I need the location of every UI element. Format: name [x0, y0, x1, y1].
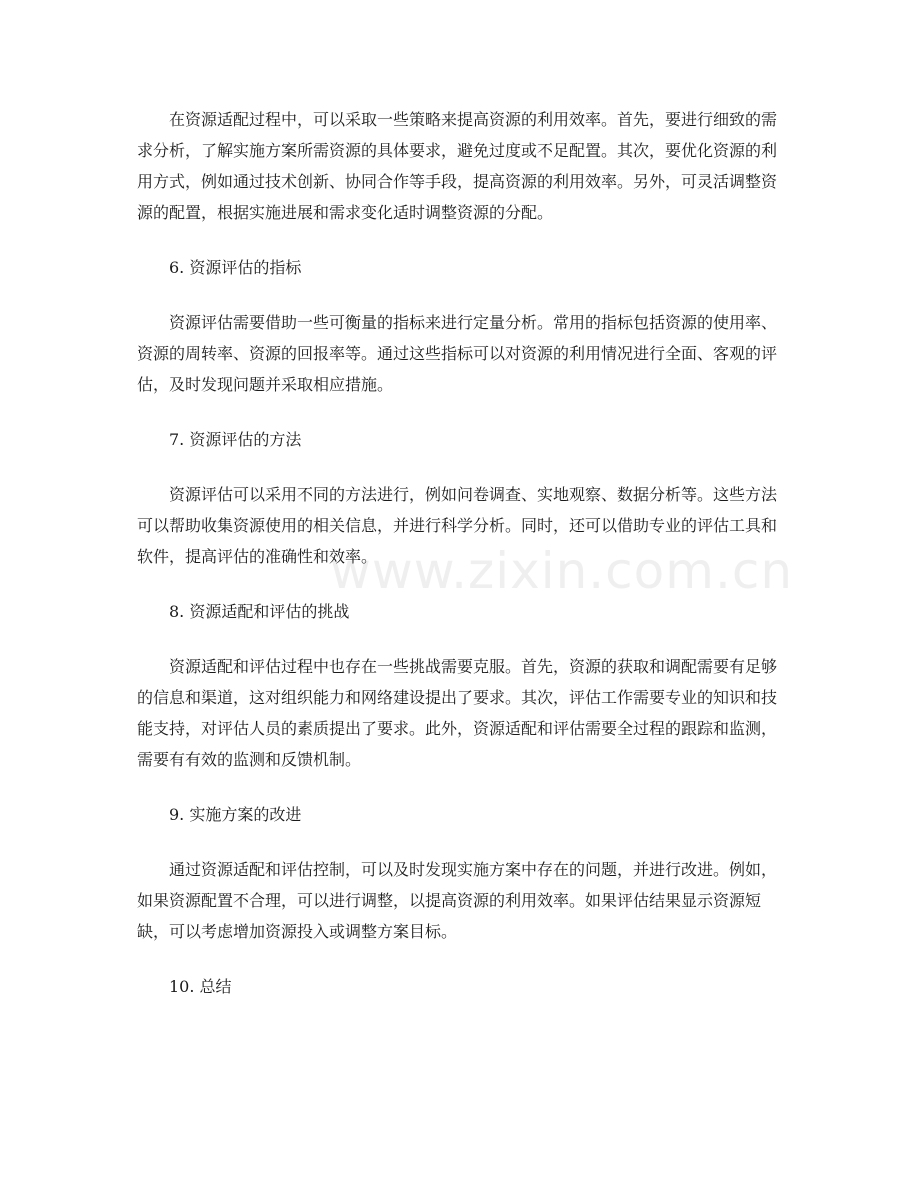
- section-heading-9: 9. 实施方案的改进: [169, 805, 302, 824]
- section-body-6: 资源评估需要借助一些可衡量的指标来进行定量分析。常用的指标包括资源的使用率、资源的周转率、资源的回报率等。通过这些指标可以对资源的利用情况进行全面、客观的评估，及时发现问题并采取相应措施。: [137, 313, 778, 394]
- section-heading-6: 6. 资源评估的指标: [169, 258, 302, 277]
- section-body-8: 资源适配和评估过程中也存在一些挑战需要克服。首先，资源的获取和调配需要有足够的信息和渠道，这对组织能力和网络建设提出了要求。其次，评估工作需要专业的知识和技能支持，对评估人员的素质提出了要求。此外，资源适配和评估需要全过程的跟踪和监测，需要有有效的监测和反馈机制。: [137, 657, 778, 769]
- section-body-9: 通过资源适配和评估控制，可以及时发现实施方案中存在的问题，并进行改进。例如，如果资源配置不合理，可以进行调整，以提高资源的利用效率。如果评估结果显示资源短缺，可以考虑增加资源投入或调整方案目标。: [137, 860, 778, 941]
- document-content: [137, 104, 785, 1026]
- section-body-7: 资源评估可以采用不同的方法进行，例如问卷调查、实地观察、数据分析等。这些方法可以帮助收集资源使用的相关信息，并进行科学分析。同时，还可以借助专业的评估工具和软件，提高评估的准确性和效率。: [137, 485, 778, 566]
- intro-paragraph: 在资源适配过程中，可以采取一些策略来提高资源的利用效率。首先，要进行细致的需求分析，了解实施方案所需资源的具体要求，避免过度或不足配置。其次，要优化资源的利用方式，例如通过技术创新、协同合作等手段，提高资源的利用效率。另外，可灵活调整资源的配置，根据实施进展和需求变化适时调整资源的分配。: [137, 110, 778, 222]
- section-heading-7: 7. 资源评估的方法: [169, 430, 302, 449]
- section-heading-8: 8. 资源适配和评估的挑战: [169, 602, 350, 621]
- section-heading-10: 10. 总结: [169, 977, 232, 996]
- watermark: www.zixin.com.cn: [330, 542, 794, 600]
